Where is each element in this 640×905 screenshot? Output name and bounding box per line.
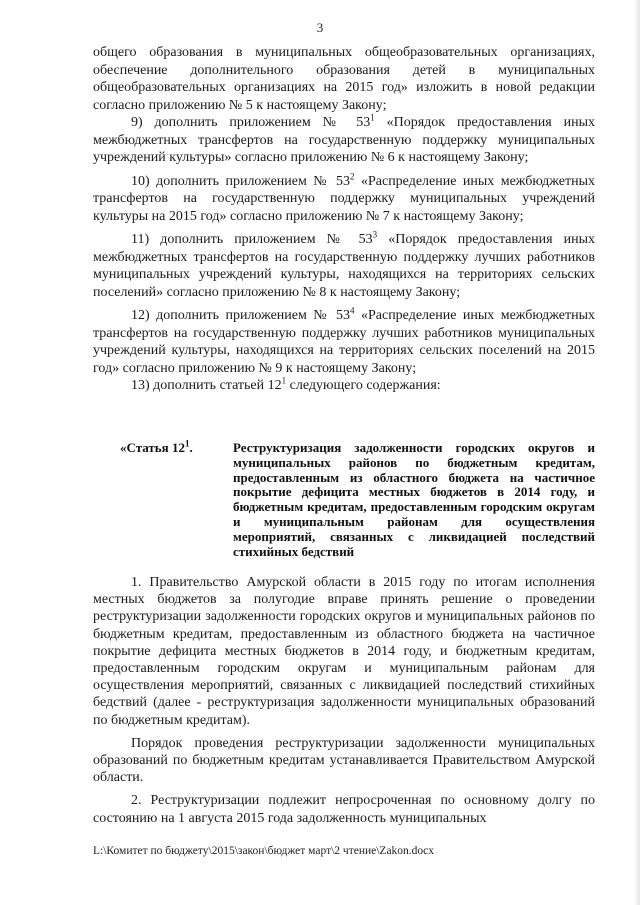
scan-edge-shadow xyxy=(634,0,640,905)
item-9-rest: «Порядок предоставления иных межбюджетных трансфертов на государственную поддержку муниципальных учреждений культуры» согласно приложению № 6 к настоящему Закону; xyxy=(93,115,596,165)
paragraph-item-13 xyxy=(93,377,595,395)
paragraph-item-11 xyxy=(93,231,595,301)
item-13-superscript: 1 xyxy=(281,375,287,386)
item-10-text: 10) дополнить приложением № 53 xyxy=(131,173,351,189)
section-1-procedure: Порядок проведения реструктуризации задолженности муниципальных образований по бюджетным кредитам устанавливается Правительством Амурской области. xyxy=(93,735,595,786)
item-9-superscript: 1 xyxy=(370,112,375,123)
article-title: Реструктуризация задолженности городских округов и муниципальных районов по бюджетным кредитам, предоставленным из областного бюджета на частичное покрытие дефицита местных бюджетов в 2014 году, и бюджетным кредитам, предоставленным городским округам и муниципальным районам для осуществления мероприятий, связанных с ликвидацией последствий стихийных бедствий xyxy=(233,440,595,559)
article-label-dot: . xyxy=(189,440,193,455)
item-13-text: 13) дополнить статьей 12 xyxy=(131,378,282,393)
item-12-rest: «Распределение иных межбюджетных трансфертов на государственную поддержку лучших работников муниципальных учреждений культуры, находящихся на территориях сельских поселений на 2015 год» согласно приложению № 9 к настоящему Закону; xyxy=(93,308,595,376)
item-9-text: 9) дополнить приложением № 53 xyxy=(131,115,371,130)
item-13-rest: следующего содержания: xyxy=(286,378,441,393)
paragraph-item-9 xyxy=(93,114,595,167)
item-12-superscript: 4 xyxy=(350,305,355,316)
article-label-superscript: 1 xyxy=(184,438,190,449)
page-number: 3 xyxy=(316,20,324,35)
section-2: 2. Реструктуризации подлежит непросроченная по основному долгу по состоянию на 1 августа 2015 года задолженность муниципальных xyxy=(93,793,595,826)
paragraph-intro: общего образования в муниципальных общеобразовательных организациях, обеспечение дополнительного образования детей в муниципальных общеобразовательных организациях на 2015 год» изложить в новой редакции согласно приложению № 5 к настоящему Закону; xyxy=(93,45,595,113)
item-11-text: 11) дополнить приложением № 53 xyxy=(131,232,373,247)
article-label xyxy=(120,438,228,456)
item-10-rest: «Распределение иных межбюджетных трансфертов на государственную поддержку муниципальных учреждений культуры на 2015 год» согласно приложению № 7 к настоящему Закону; xyxy=(93,173,595,224)
item-12-text: 12) дополнить приложением № 53 xyxy=(131,308,351,323)
item-11-superscript: 3 xyxy=(372,229,378,240)
section-1: 1. Правительство Амурской области в 2015 году по итогам исполнения местных бюджетов за полугодие вправе принять решение о проведении реструктуризации задолженности городских округов и муниципальных районов по бюджетным кредитам, предоставленным из областного бюджета на частичное покрытие дефицита местных бюджетов в 2014 году, и бюджетным кредитам, предоставленным городским округам и муниципальным районам для осуществления мероприятий, связанных с ликвидацией последствий стихийных бедствий (далее - реструктуризация задолженности муниципальных образований по бюджетным кредитам). xyxy=(93,575,595,728)
file-path-footer: L:\Комитет по бюджету\2015\закон\бюджет март\2 чтение\Zakon.docx xyxy=(93,845,435,857)
amendment-list xyxy=(93,44,595,395)
article-label-text: «Статья 12 xyxy=(120,440,185,455)
item-11-rest: «Порядок предоставления иных межбюджетных трансфертов на государственную поддержку лучших работников муниципальных учреждений культуры, находящихся на территориях сельских поселений» согласно приложению № 8 к настоящему Закону; xyxy=(93,232,595,300)
item-10-superscript: 2 xyxy=(350,170,355,181)
paragraph-item-12 xyxy=(93,307,595,377)
article-body xyxy=(93,574,595,827)
paragraph-item-10 xyxy=(93,170,595,226)
